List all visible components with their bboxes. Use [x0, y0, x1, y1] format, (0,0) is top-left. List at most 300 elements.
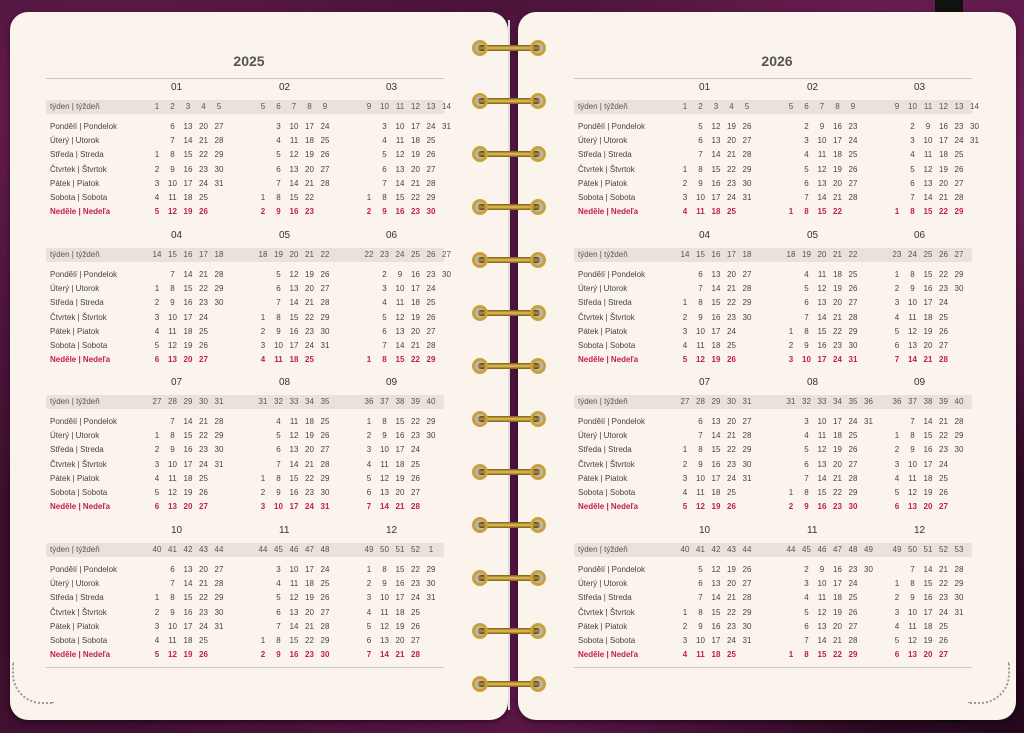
week-number: 25 [411, 250, 420, 259]
day-number: 1 [260, 636, 266, 645]
day-number: 31 [970, 136, 979, 146]
day-number: 26 [939, 488, 948, 497]
day-number: 9 [170, 164, 175, 174]
day-number: 4 [894, 621, 900, 631]
day-number: 16 [923, 445, 933, 455]
day-number: 10 [696, 193, 705, 202]
day-number: 19 [305, 150, 314, 160]
day-number: 20 [939, 178, 948, 188]
day-number: 12 [908, 488, 917, 497]
day-number: 27 [214, 565, 224, 574]
day-number: 19 [183, 488, 193, 497]
month-name: 04 [699, 230, 711, 241]
day-number: 19 [183, 650, 193, 660]
day-name: Pátek | Piatok [578, 326, 628, 336]
day-number: 26 [320, 431, 330, 441]
day-number: 17 [923, 459, 933, 469]
day-number: 15 [289, 473, 299, 483]
day-number: 26 [727, 502, 736, 512]
day-number: 31 [320, 502, 330, 512]
day-number: 14 [923, 417, 933, 426]
day-number: 18 [395, 607, 405, 617]
day-number: 14 [711, 284, 721, 294]
day-number: 17 [183, 178, 193, 188]
day-number: 20 [305, 607, 314, 617]
day-number: 27 [199, 355, 208, 365]
day-number: 15 [395, 565, 405, 574]
day-number: 2 [804, 565, 809, 574]
day-name: Úterý | Utorok [578, 136, 628, 146]
day-number: 27 [848, 621, 858, 631]
day-number: 18 [711, 341, 721, 350]
week-number: 44 [742, 545, 752, 554]
day-number: 17 [711, 193, 721, 202]
day-number: 27 [426, 164, 436, 174]
week-number: 51 [395, 545, 405, 554]
day-number: 18 [183, 636, 193, 645]
week-number: 52 [411, 545, 420, 554]
week-number: 33 [817, 397, 827, 406]
day-number: 10 [696, 473, 705, 483]
day-number: 10 [696, 326, 705, 336]
day-number: 30 [320, 488, 330, 497]
day-number: 11 [908, 621, 917, 631]
day-number: 30 [426, 579, 436, 589]
day-number: 8 [698, 298, 703, 308]
day-number: 12 [168, 650, 177, 660]
day-number: 22 [411, 565, 420, 574]
week-number: 22 [848, 250, 858, 259]
day-number: 21 [833, 193, 842, 202]
week-number: 33 [289, 397, 299, 406]
day-number: 3 [382, 122, 387, 131]
day-number: 7 [382, 178, 387, 188]
day-number: 28 [320, 298, 330, 308]
month-name: 03 [386, 82, 398, 93]
day-number: 4 [154, 473, 160, 483]
month-name: 02 [807, 82, 819, 93]
day-number: 14 [817, 312, 827, 322]
day-number: 15 [817, 326, 827, 336]
day-number: 9 [276, 650, 281, 660]
day-number: 8 [276, 473, 281, 483]
day-number: 7 [910, 565, 915, 574]
day-number: 21 [305, 178, 314, 188]
day-name: Čtvrtek | Štvrtok [50, 607, 107, 617]
day-number: 21 [833, 636, 842, 645]
day-number: 11 [923, 150, 933, 160]
day-number: 4 [804, 431, 809, 441]
day-number: 2 [804, 122, 809, 131]
day-number: 30 [214, 298, 224, 308]
day-number: 4 [894, 473, 900, 483]
day-number: 1 [788, 207, 794, 217]
binding-ring [472, 40, 546, 56]
day-number: 19 [711, 502, 721, 512]
day-number: 27 [320, 284, 330, 294]
day-number: 6 [276, 607, 281, 617]
day-number: 12 [923, 164, 933, 174]
day-number: 9 [910, 445, 915, 455]
day-number: 29 [954, 270, 964, 279]
day-number: 2 [154, 607, 160, 617]
day-number: 9 [170, 607, 175, 617]
day-number: 17 [411, 284, 420, 294]
week-number: 49 [892, 545, 902, 554]
day-number: 6 [804, 178, 809, 188]
week-number: 5 [260, 102, 266, 111]
month-name: 08 [807, 377, 819, 388]
day-number: 1 [154, 593, 160, 603]
day-number: 29 [426, 193, 436, 202]
day-number: 14 [711, 150, 721, 160]
day-number: 9 [276, 488, 281, 497]
day-number: 11 [380, 459, 389, 469]
month-name: 09 [914, 377, 926, 388]
day-name: Středa | Streda [50, 593, 104, 603]
week-number: 18 [786, 250, 796, 259]
week-number: 15 [168, 250, 177, 259]
day-number: 14 [395, 178, 405, 188]
day-number: 17 [289, 341, 299, 350]
day-number: 13 [183, 565, 193, 574]
day-number: 25 [939, 621, 948, 631]
week-number: 35 [320, 397, 330, 406]
day-number: 18 [923, 312, 933, 322]
day-number: 11 [289, 417, 299, 426]
week-number: 17 [199, 250, 208, 259]
day-number: 5 [276, 270, 281, 279]
day-number: 1 [894, 579, 900, 589]
day-number: 15 [289, 312, 299, 322]
day-number: 20 [923, 502, 933, 512]
day-number: 7 [276, 459, 281, 469]
day-number: 31 [742, 473, 752, 483]
day-number: 3 [154, 312, 160, 322]
week-number: 6 [276, 102, 281, 111]
day-name: Čtvrtek | Štvrtok [578, 607, 635, 617]
binding-ring [472, 517, 546, 533]
day-name: Pátek | Piatok [578, 473, 628, 483]
day-name: Úterý | Utorok [578, 431, 628, 441]
day-number: 19 [833, 445, 842, 455]
day-number: 11 [696, 650, 705, 660]
day-number: 7 [910, 417, 915, 426]
day-number: 26 [411, 621, 420, 631]
binding-ring [472, 146, 546, 162]
day-number: 31 [426, 593, 436, 603]
day-number: 12 [696, 355, 705, 365]
day-number: 28 [954, 193, 964, 202]
day-number: 12 [289, 150, 299, 160]
day-number: 12 [395, 312, 405, 322]
day-number: 15 [289, 193, 299, 202]
day-number: 17 [833, 136, 842, 146]
week-number: 19 [274, 250, 283, 259]
day-number: 28 [954, 565, 964, 574]
day-number: 14 [289, 459, 299, 469]
day-name: Sobota | Sobota [50, 341, 108, 350]
day-number: 24 [833, 355, 842, 365]
day-number: 30 [848, 341, 858, 350]
day-number: 14 [908, 355, 917, 365]
day-number: 30 [954, 593, 964, 603]
day-number: 14 [817, 193, 827, 202]
day-number: 1 [366, 355, 372, 365]
day-number: 11 [380, 607, 389, 617]
day-number: 2 [260, 207, 266, 217]
day-number: 15 [183, 150, 193, 160]
day-number: 27 [199, 502, 208, 512]
day-number: 22 [727, 445, 736, 455]
day-number: 29 [214, 284, 224, 294]
day-number: 3 [154, 178, 160, 188]
day-number: 31 [742, 193, 752, 202]
day-number: 6 [276, 164, 281, 174]
day-number: 9 [819, 122, 825, 131]
week-number: 9 [322, 102, 328, 111]
day-number: 11 [817, 593, 827, 603]
day-number: 6 [804, 459, 809, 469]
week-number: 15 [696, 250, 705, 259]
day-number: 20 [833, 298, 842, 308]
day-number: 23 [199, 298, 208, 308]
day-number: 28 [320, 459, 330, 469]
week-number: 29 [711, 397, 721, 406]
day-name: Úterý | Utorok [50, 579, 100, 589]
binding-ring [472, 358, 546, 374]
day-number: 10 [908, 607, 917, 617]
day-number: 19 [305, 270, 314, 279]
week-number: 45 [274, 545, 283, 554]
day-number: 26 [954, 164, 964, 174]
day-number: 22 [199, 284, 208, 294]
week-label: týden | týždeň [50, 250, 100, 259]
month-name: 04 [171, 230, 183, 241]
day-number: 8 [382, 193, 387, 202]
day-number: 18 [289, 355, 299, 365]
week-label: týden | týždeň [50, 545, 100, 554]
day-number: 4 [382, 136, 387, 146]
week-number: 48 [848, 545, 858, 554]
week-number: 26 [939, 250, 948, 259]
day-number: 22 [833, 326, 842, 336]
week-number: 24 [395, 250, 405, 259]
day-number: 31 [864, 417, 873, 426]
day-number: 5 [154, 488, 160, 497]
day-name: Čtvrtek | Štvrtok [50, 164, 107, 174]
day-number: 7 [804, 636, 809, 645]
day-number: 25 [199, 473, 208, 483]
day-name: Pondělí | Pondelok [578, 122, 646, 131]
day-number: 5 [804, 445, 809, 455]
day-number: 22 [199, 593, 208, 603]
day-number: 22 [305, 473, 314, 483]
week-label: týden | týždeň [578, 250, 628, 259]
day-number: 5 [894, 326, 900, 336]
day-number: 23 [199, 607, 208, 617]
day-number: 1 [682, 164, 688, 174]
month-name: 02 [279, 82, 291, 93]
day-number: 10 [923, 136, 933, 146]
day-number: 7 [698, 593, 703, 603]
day-number: 29 [426, 417, 436, 426]
day-number: 25 [848, 150, 858, 160]
day-number: 20 [411, 326, 420, 336]
week-number: 27 [442, 250, 451, 259]
day-number: 4 [682, 207, 688, 217]
day-number: 13 [289, 164, 299, 174]
day-name: Sobota | Sobota [578, 341, 636, 350]
day-number: 23 [939, 593, 948, 603]
month-name: 01 [171, 82, 183, 93]
day-number: 9 [698, 621, 703, 631]
day-number: 4 [682, 488, 688, 497]
day-name: Pátek | Piatok [50, 621, 100, 631]
day-number: 3 [894, 607, 900, 617]
week-number: 5 [744, 102, 750, 111]
day-number: 17 [817, 355, 827, 365]
day-number: 1 [154, 284, 160, 294]
day-number: 24 [727, 473, 736, 483]
day-number: 2 [894, 593, 900, 603]
week-number: 24 [908, 250, 917, 259]
day-number: 31 [848, 355, 858, 365]
year-title: 2025 [233, 53, 265, 69]
day-number: 15 [923, 270, 933, 279]
day-number: 7 [382, 341, 387, 350]
day-number: 20 [183, 355, 193, 365]
day-number: 11 [817, 270, 827, 279]
week-number: 39 [411, 397, 420, 406]
day-number: 17 [183, 312, 193, 322]
day-number: 17 [305, 565, 314, 574]
week-number: 18 [258, 250, 268, 259]
month-name: 12 [914, 525, 926, 536]
day-number: 13 [908, 341, 917, 350]
day-number: 31 [742, 636, 752, 645]
binding-ring [472, 464, 546, 480]
day-number: 26 [199, 207, 208, 217]
day-number: 22 [939, 431, 948, 441]
day-number: 5 [682, 502, 688, 512]
day-number: 1 [260, 193, 266, 202]
day-name: Úterý | Utorok [50, 284, 100, 294]
day-number: 26 [848, 607, 858, 617]
day-number: 27 [848, 459, 858, 469]
week-number: 45 [802, 545, 811, 554]
day-name: Úterý | Utorok [578, 284, 628, 294]
day-number: 16 [939, 122, 948, 131]
week-label: týden | týždeň [578, 397, 628, 406]
day-number: 5 [894, 636, 900, 645]
day-number: 26 [426, 150, 436, 160]
day-number: 13 [289, 445, 299, 455]
day-number: 29 [848, 488, 858, 497]
day-number: 13 [923, 178, 933, 188]
day-number: 3 [154, 459, 160, 469]
day-number: 25 [320, 417, 330, 426]
day-name: Středa | Streda [578, 593, 632, 603]
day-number: 24 [939, 607, 948, 617]
day-number: 18 [395, 459, 405, 469]
day-number: 7 [910, 193, 915, 202]
day-number: 18 [923, 473, 933, 483]
day-name: Neděle | Nedeľa [50, 207, 111, 217]
day-number: 13 [395, 326, 405, 336]
week-number: 9 [894, 102, 900, 111]
day-number: 28 [426, 341, 436, 350]
day-number: 23 [848, 565, 858, 574]
month-name: 10 [699, 525, 711, 536]
day-number: 17 [289, 502, 299, 512]
week-number: 5 [788, 102, 794, 111]
day-number: 29 [214, 150, 224, 160]
day-number: 19 [395, 473, 405, 483]
day-number: 3 [382, 284, 387, 294]
day-number: 18 [305, 417, 314, 426]
day-number: 12 [711, 122, 721, 131]
day-number: 22 [199, 431, 208, 441]
day-number: 16 [711, 621, 721, 631]
day-number: 27 [320, 445, 330, 455]
day-number: 3 [804, 417, 809, 426]
week-label: týden | týždeň [578, 102, 628, 111]
week-number: 1 [682, 102, 688, 111]
day-number: 21 [939, 193, 948, 202]
week-number: 23 [892, 250, 902, 259]
day-name: Úterý | Utorok [50, 136, 100, 146]
day-number: 11 [289, 136, 299, 146]
day-number: 12 [817, 607, 827, 617]
day-number: 15 [711, 164, 721, 174]
day-number: 8 [910, 579, 915, 589]
day-number: 16 [833, 565, 842, 574]
binding-ring [472, 676, 546, 692]
day-number: 9 [819, 565, 825, 574]
day-number: 6 [698, 579, 703, 589]
day-number: 16 [289, 488, 299, 497]
day-number: 23 [727, 312, 736, 322]
day-number: 29 [214, 593, 224, 603]
day-name: Pátek | Piatok [578, 621, 628, 631]
day-name: Pátek | Piatok [50, 473, 100, 483]
day-number: 16 [289, 326, 299, 336]
day-number: 24 [727, 193, 736, 202]
day-number: 18 [833, 431, 842, 441]
day-number: 19 [183, 341, 193, 350]
week-number: 22 [364, 250, 374, 259]
day-number: 12 [289, 593, 299, 603]
day-name: Středa | Streda [50, 298, 104, 308]
day-number: 29 [214, 431, 224, 441]
day-number: 29 [848, 326, 858, 336]
day-number: 22 [199, 150, 208, 160]
day-number: 9 [910, 284, 915, 294]
day-number: 5 [276, 431, 281, 441]
day-number: 27 [742, 417, 752, 426]
day-number: 2 [382, 270, 387, 279]
day-number: 15 [711, 445, 721, 455]
day-number: 21 [727, 284, 736, 294]
day-number: 9 [382, 207, 387, 217]
day-number: 19 [411, 150, 420, 160]
day-number: 19 [833, 607, 842, 617]
day-number: 22 [727, 298, 736, 308]
day-number: 28 [848, 193, 858, 202]
day-number: 10 [289, 565, 299, 574]
day-number: 11 [395, 298, 405, 308]
